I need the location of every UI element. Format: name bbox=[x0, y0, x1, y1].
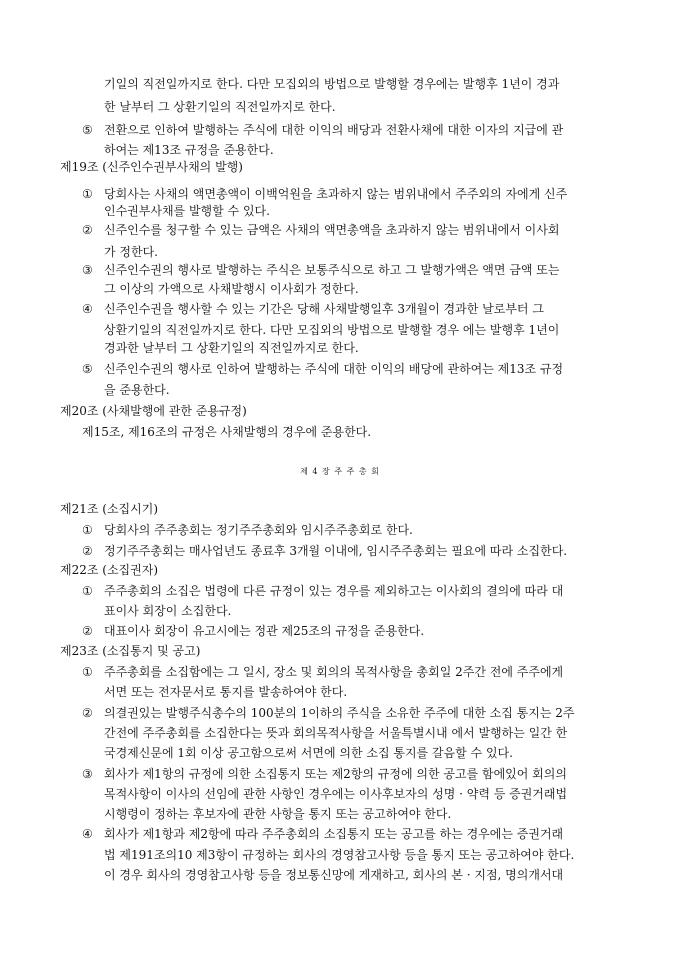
paragraph-text: 주주총회의 소집은 법령에 다른 규정이 있는 경우를 제외하고는 이사회의 결의에 따라 대 bbox=[104, 584, 564, 598]
numbered-paragraph bbox=[82, 664, 563, 680]
text-line: 가 정한다. bbox=[104, 245, 158, 259]
numbered-paragraph bbox=[82, 361, 563, 377]
text-line: 한 날부터 그 상환기일의 직전일까지로 한다. bbox=[104, 100, 336, 114]
numbered-paragraph bbox=[82, 222, 559, 238]
paragraph-text: 신주인수권의 행사로 인하여 발행하는 주식에 대한 이익의 배당에 관하여는 제13조 규정 bbox=[104, 362, 564, 376]
text-line: 하여는 제13조 규정을 준용한다. bbox=[104, 143, 274, 157]
item-number: ① bbox=[82, 523, 93, 537]
text-line: 인수권부사채를 발행할 수 있다. bbox=[104, 204, 270, 218]
paragraph-text: 신주인수를 청구할 수 있는 금액은 사채의 액면총액을 초과하지 않는 범위내에서 이사회 bbox=[104, 223, 560, 237]
numbered-paragraph bbox=[82, 543, 567, 559]
item-number: ③ bbox=[82, 767, 93, 781]
text-line: 표이사 회장이 소집한다. bbox=[104, 604, 232, 618]
numbered-paragraph bbox=[82, 766, 567, 782]
numbered-paragraph bbox=[82, 522, 413, 538]
item-number: ② bbox=[82, 544, 93, 558]
text-line: 상환기일의 직전일까지로 한다. 다만 모집외의 방법으로 발행할 경우 에는 발행후 1년이 bbox=[104, 323, 560, 337]
numbered-paragraph bbox=[82, 583, 563, 599]
article-heading: 제20조 (사채발행에 관한 준용규정) bbox=[60, 404, 247, 418]
item-number: ③ bbox=[82, 263, 93, 277]
text-line: 국경제신문에 1회 이상 공고함으로써 서면에 의한 소집 통지를 갈음할 수 있다. bbox=[104, 746, 513, 760]
paragraph-text: 대표이사 회장이 유고시에는 정관 제25조의 규정을 준용한다. bbox=[104, 624, 425, 638]
paragraph-text: 신주인수권을 행사할 수 있는 기간은 당해 사채발행일후 3개월이 경과한 날로부터 그 bbox=[104, 302, 544, 316]
text-line: 법 제191조의10 제3항이 규정하는 회사의 경영참고사항 등을 통지 또는 공고하여야 한다. bbox=[104, 848, 575, 862]
text-line: 이 경우 회사의 경영참고사항 등을 정보통신망에 게재하고, 회사의 본 · 지점, 명의개서대 bbox=[104, 868, 564, 882]
paragraph-text: 당회사는 사채의 액면총액이 이백억원을 초과하지 않는 범위내에서 주주외의 자에게 신주 bbox=[104, 187, 568, 201]
text-line: 목적사항이 이사의 선임에 관한 사항인 경우에는 이사후보자의 성명 · 약력 등 증권거래법 bbox=[104, 787, 568, 801]
item-number: ⑤ bbox=[82, 362, 93, 376]
paragraph-text: 정기주주총회는 매사업년도 종료후 3개월 이내에, 임시주주총회는 필요에 따라 소집한다. bbox=[104, 544, 568, 558]
text-line: 간전에 주주총회를 소집한다는 뜻과 회의목적사항을 서울특별시내 에서 발행하는 일간 한 bbox=[104, 726, 568, 740]
chapter-title: 제 4 장 주 주 총 회 bbox=[300, 467, 380, 476]
text-line: 그 이상의 가액으로 사채발행시 이사회가 정한다. bbox=[104, 282, 359, 296]
article-body: 제15조, 제16조의 규정은 사채발행의 경우에 준용한다. bbox=[82, 425, 372, 439]
numbered-paragraph bbox=[82, 122, 563, 138]
item-number: ⑤ bbox=[82, 123, 93, 137]
paragraph-text: 당회사의 주주총회는 정기주주총회와 임시주주총회로 한다. bbox=[104, 523, 413, 537]
paragraph-text: 주주총회를 소집함에는 그 일시, 장소 및 회의의 목적사항을 총회일 2주간 전에 주주에게 bbox=[104, 665, 564, 679]
item-number: ② bbox=[82, 706, 93, 720]
numbered-paragraph bbox=[82, 301, 544, 317]
text-line: 을 준용한다. bbox=[104, 383, 170, 397]
paragraph-text: 회사가 제1항의 규정에 의한 소집통지 또는 제2항의 규정에 의한 공고를 함에있어 회의의 bbox=[104, 767, 567, 781]
item-number: ① bbox=[82, 187, 93, 201]
article-heading: 제22조 (소집권자) bbox=[60, 563, 158, 577]
numbered-paragraph bbox=[82, 705, 574, 721]
numbered-paragraph bbox=[82, 623, 424, 639]
article-heading: 제23조 (소집통지 및 공고) bbox=[60, 644, 201, 658]
article-heading: 제19조 (신주인수권부사채의 발행) bbox=[60, 160, 243, 174]
article-heading: 제21조 (소집시기) bbox=[60, 502, 158, 516]
numbered-paragraph bbox=[82, 262, 559, 278]
item-number: ② bbox=[82, 223, 93, 237]
text-line: 경과한 날부터 그 상환기일의 직전일까지로 한다. bbox=[104, 341, 359, 355]
item-number: ④ bbox=[82, 827, 93, 841]
item-number: ① bbox=[82, 584, 93, 598]
item-number: ② bbox=[82, 624, 93, 638]
numbered-paragraph bbox=[82, 186, 567, 202]
paragraph-text: 신주인수권의 행사로 발행하는 주식은 보통주식으로 하고 그 발행가액은 액면 금액 또는 bbox=[104, 263, 560, 277]
text-line: 시행령이 정하는 후보자에 관한 사항을 통지 또는 공고하여야 한다. bbox=[104, 807, 452, 821]
item-number: ① bbox=[82, 665, 93, 679]
numbered-paragraph bbox=[82, 826, 563, 842]
paragraph-text: 의결권있는 발행주식총수의 100분의 1이하의 주식을 소유한 주주에 대한 소집 통지는 2주 bbox=[104, 706, 575, 720]
text-line: 서면 또는 전자문서로 통지를 발송하여야 한다. bbox=[104, 685, 348, 699]
text-line: 기일의 직전일까지로 한다. 다만 모집외의 방법으로 발행할 경우에는 발행후 1년이 경과 bbox=[104, 77, 560, 91]
paragraph-text: 회사가 제1항과 제2항에 따라 주주총회의 소집통지 또는 공고를 하는 경우에는 증권거래 bbox=[104, 827, 564, 841]
paragraph-text: 전환으로 인하여 발행하는 주식에 대한 이익의 배당과 전환사채에 대한 이자의 지급에 관 bbox=[104, 123, 564, 137]
item-number: ④ bbox=[82, 302, 93, 316]
